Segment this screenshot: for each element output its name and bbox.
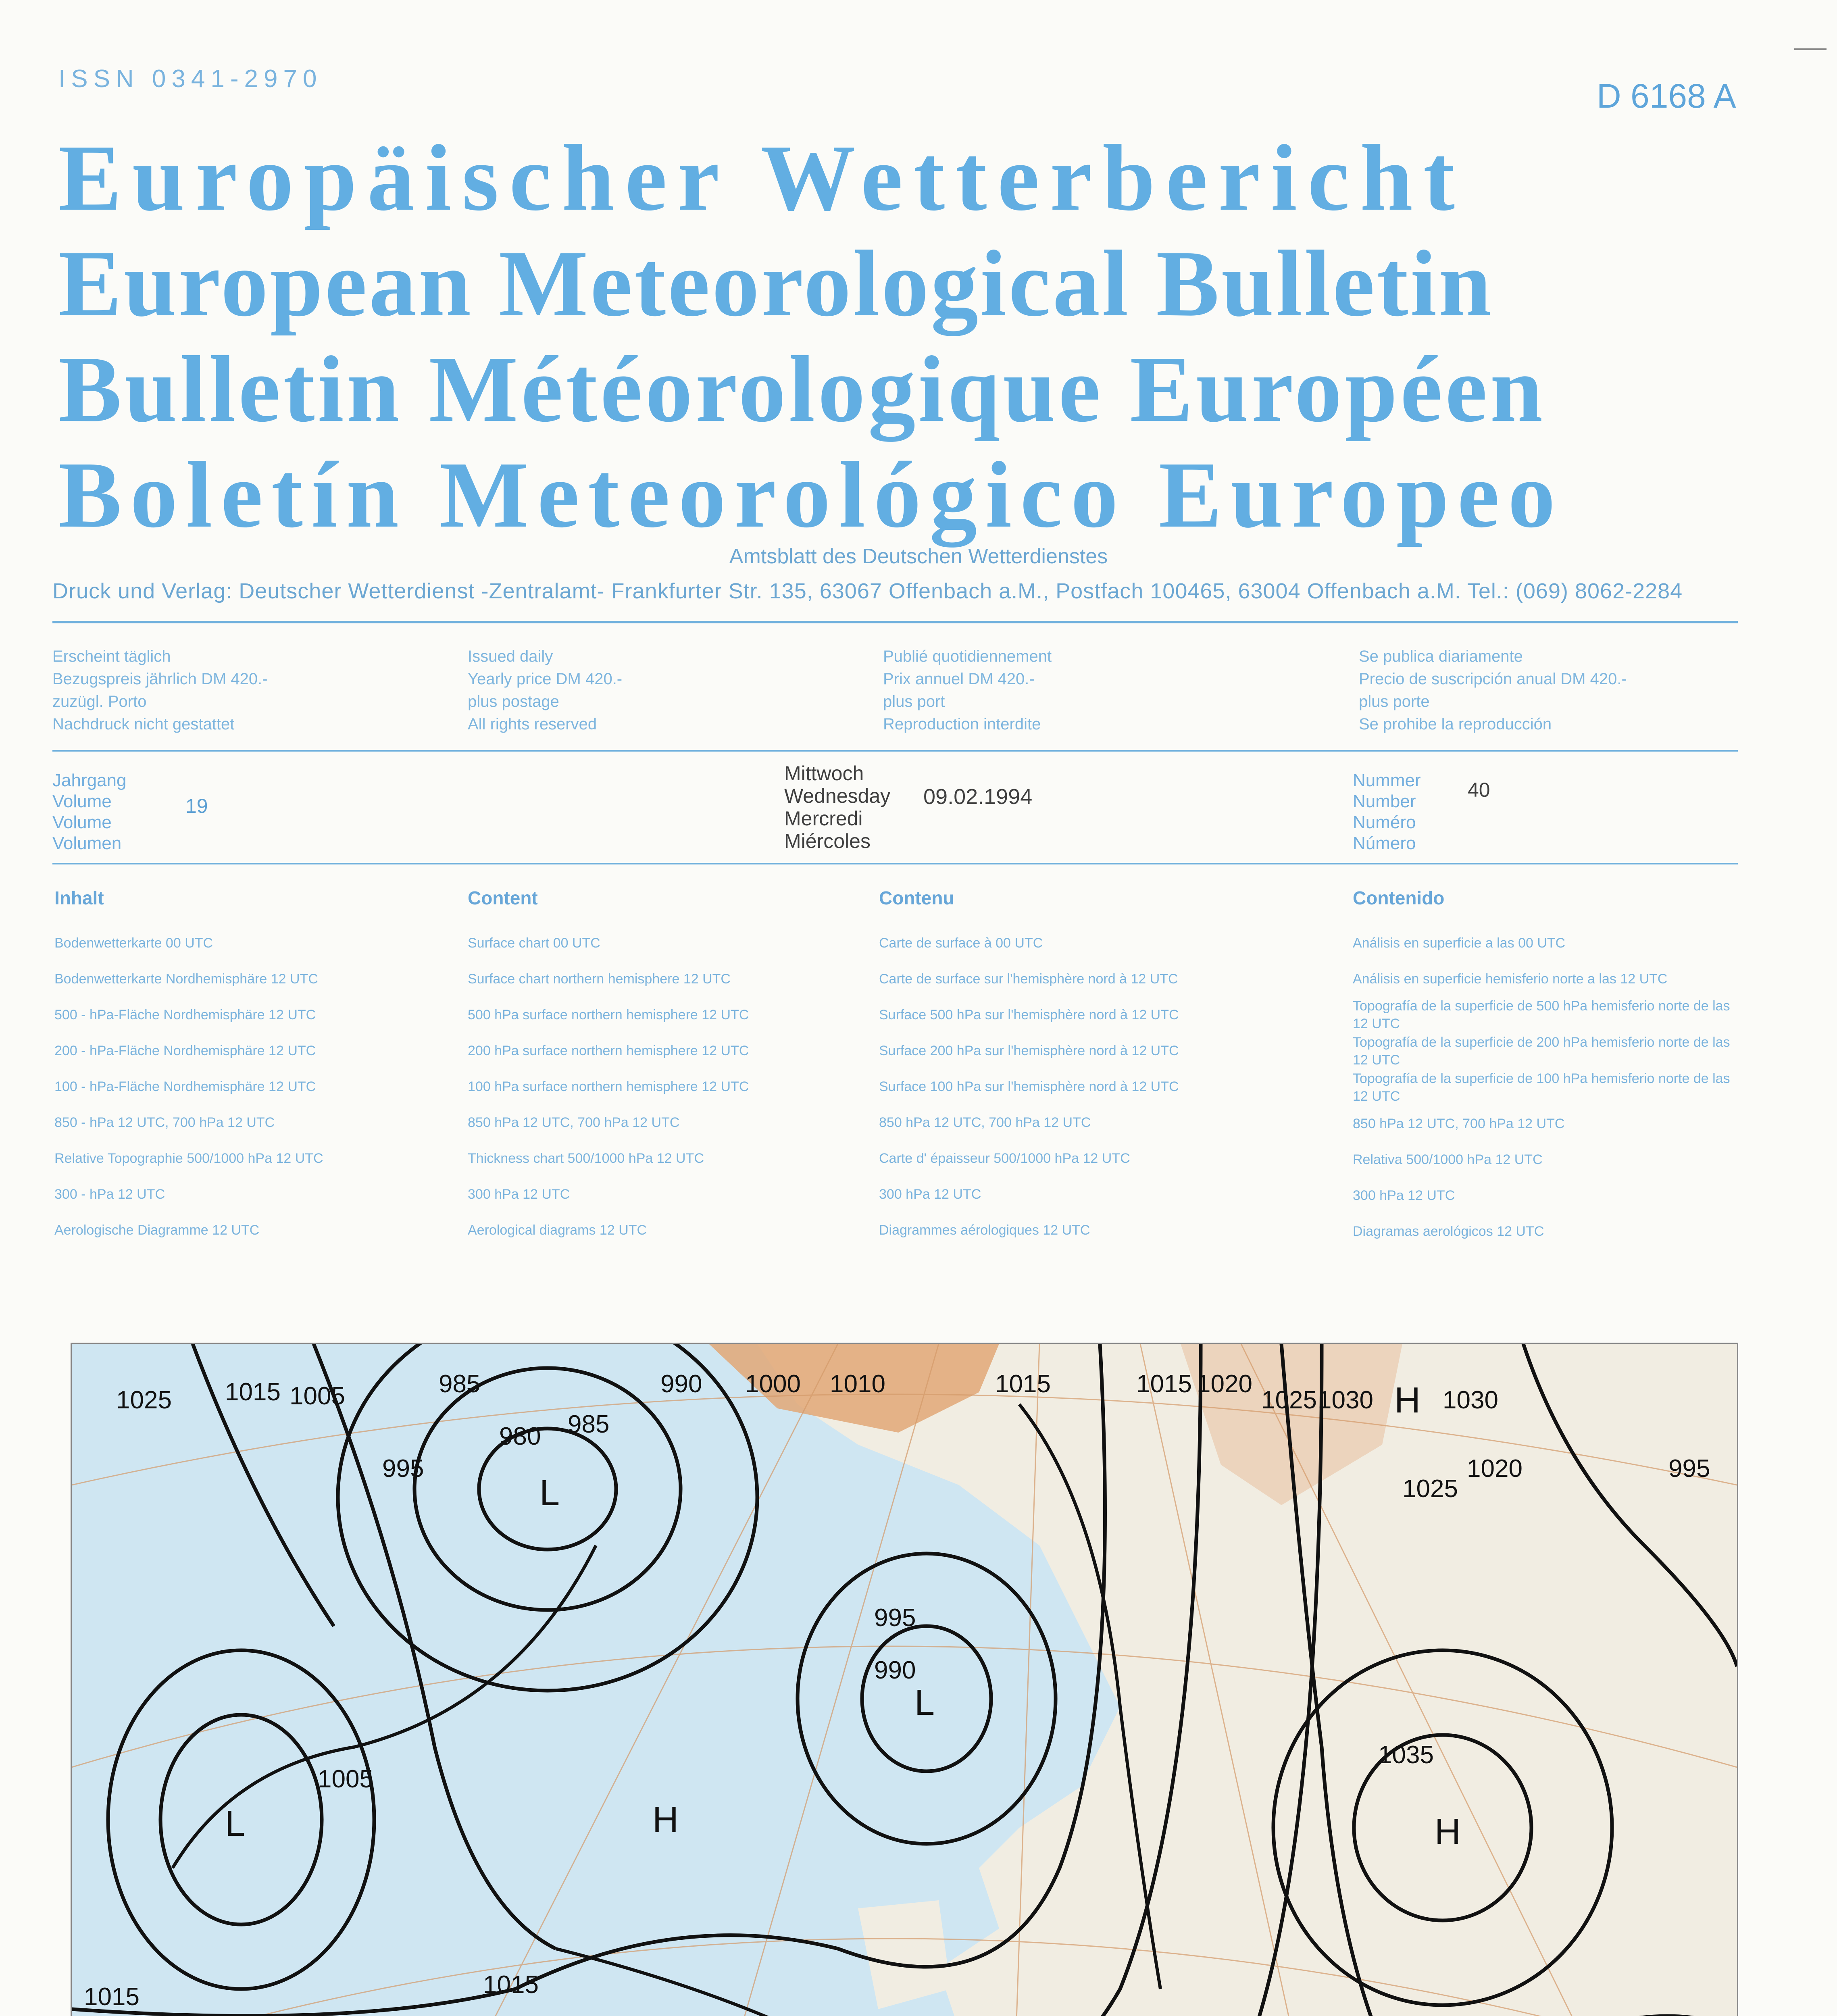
pub-info-line: plus porte	[1359, 693, 1430, 710]
weekday-label: Mittwoch	[784, 762, 864, 785]
contents-heading-de: Inhalt	[54, 887, 104, 908]
contents-list-es	[1353, 925, 1732, 1250]
contents-item: Análisis en superficie a las 00 UTC	[1353, 935, 1566, 951]
isobar-label: 995	[874, 1604, 916, 1632]
pub-info-line: Issued daily	[468, 648, 553, 665]
isobar-label: 1030	[1318, 1386, 1373, 1414]
pub-info-line: All rights reserved	[468, 715, 597, 733]
contents-item: Relativa 500/1000 hPa 12 UTC	[1353, 1152, 1543, 1167]
contents-item: Surface chart northern hemisphere 12 UTC	[468, 971, 731, 987]
issn: ISSN 0341-2970	[58, 65, 323, 93]
document-code: D 6168 A	[1597, 77, 1736, 115]
contents-item: 300 hPa 12 UTC	[468, 1187, 570, 1202]
british-isles	[858, 1900, 951, 2009]
pub-info-line: Yearly price DM 420.-	[468, 670, 623, 688]
crop-mark	[1794, 48, 1827, 50]
contents-item: Topografía de la superficie de 500 hPa hemisferio norte de las 12 UTC	[1353, 998, 1730, 1031]
high-center: H	[1394, 1380, 1420, 1420]
title-english: European Meteorological Bulletin	[58, 231, 1493, 336]
isobar-label: 995	[1668, 1455, 1710, 1483]
title-french: Bulletin Météorologique Européen	[58, 337, 1546, 442]
volume-label: Volumen	[52, 833, 122, 853]
contents-list-fr	[879, 925, 1179, 1248]
pub-info-line: plus postage	[468, 693, 559, 710]
land-masses	[677, 1344, 1737, 2016]
isobar-label: 990	[660, 1370, 702, 1398]
contents-heading-es: Contenido	[1353, 887, 1445, 908]
weekday-label: Mercredi	[784, 807, 863, 830]
isobar-label: 1005	[290, 1382, 345, 1410]
pub-info-line: Se publica diariamente	[1359, 648, 1523, 665]
isobar-label: 1015	[483, 1971, 539, 1999]
title-german: Europäischer Wetterbericht	[58, 125, 1466, 230]
contents-item: Topografía de la superficie de 200 hPa hemisferio norte de las 12 UTC	[1353, 1035, 1730, 1068]
contents-item: Bodenwetterkarte 00 UTC	[54, 935, 213, 951]
weekday-label: Wednesday	[784, 785, 891, 807]
isobar-label: 1015	[225, 1378, 281, 1406]
contents-item: 500 hPa surface northern hemisphere 12 UTC	[468, 1007, 749, 1023]
isobar-label: 985	[568, 1410, 610, 1438]
pub-info-line: Se prohibe la reproducción	[1359, 715, 1552, 733]
contents-list-en	[468, 925, 749, 1248]
title-block	[58, 125, 1752, 548]
isobar-label: 1010	[830, 1370, 885, 1398]
low-center: L	[225, 1804, 246, 1844]
number-labels	[1353, 770, 1421, 854]
divider	[52, 750, 1738, 752]
contents-item: Bodenwetterkarte Nordhemisphäre 12 UTC	[54, 971, 318, 987]
high-center: H	[652, 1799, 679, 1840]
pub-info-line: Prix annuel DM 420.-	[883, 670, 1035, 688]
low-center: L	[539, 1473, 560, 1513]
official-gazette-line: Amtsblatt des Deutschen Wetterdienstes	[729, 545, 1108, 568]
contents-item: Carte de surface à 00 UTC	[879, 935, 1043, 951]
title-spanish: Boletín Meteorológico Europeo	[58, 442, 1564, 547]
contents-heading-en: Content	[468, 887, 538, 908]
pub-info-line: Reproduction interdite	[883, 715, 1041, 733]
issue-number: 40	[1468, 779, 1490, 801]
contents-item: Relative Topographie 500/1000 hPa 12 UTC	[54, 1151, 323, 1166]
contents-item: 850 - hPa 12 UTC, 700 hPa 12 UTC	[54, 1115, 275, 1130]
contents-item: Carte de surface sur l'hemisphère nord à 12 UTC	[879, 971, 1178, 987]
isobar-label: 1025	[1402, 1475, 1458, 1503]
volume-label: Volume	[52, 812, 112, 832]
isobar-label: 1005	[318, 1765, 373, 1793]
number-label: Número	[1353, 833, 1416, 853]
pub-info-de	[52, 645, 268, 735]
map-svg	[72, 1344, 1737, 2016]
contents-item: 100 hPa surface northern hemisphere 12 UTC	[468, 1079, 749, 1094]
contents-item: Surface chart 00 UTC	[468, 935, 600, 951]
contents-item: 500 - hPa-Fläche Nordhemisphäre 12 UTC	[54, 1007, 316, 1023]
high-center: H	[1435, 1812, 1461, 1852]
pub-info-line: Nachdruck nicht gestattet	[52, 715, 235, 733]
contents-item: 300 hPa 12 UTC	[1353, 1188, 1455, 1203]
contents-item: 300 hPa 12 UTC	[879, 1187, 981, 1202]
contents-item: Aerologische Diagramme 12 UTC	[54, 1223, 260, 1238]
isobar-label: 1015	[995, 1370, 1051, 1398]
weekday-labels	[784, 762, 890, 852]
pub-info-line: zuzügl. Porto	[52, 693, 147, 710]
pub-info-en	[468, 645, 622, 735]
isobar-label: 990	[874, 1656, 916, 1684]
contents-item: Diagramas aerológicos 12 UTC	[1353, 1224, 1544, 1239]
contents-list-de	[54, 925, 323, 1248]
contents-item: Aerological diagrams 12 UTC	[468, 1223, 647, 1238]
isobar-label: 1000	[745, 1370, 801, 1398]
isobar-label: 1025	[1261, 1386, 1317, 1414]
volume-value: 19	[185, 795, 208, 817]
low-center: L	[914, 1683, 935, 1723]
weekday-label: Miércoles	[784, 830, 871, 852]
isobar-label: 995	[382, 1455, 424, 1483]
volume-label: Volume	[52, 791, 112, 811]
pub-info-line: plus port	[883, 693, 945, 710]
contents-item: Surface 500 hPa sur l'hemisphère nord à 12 UTC	[879, 1007, 1179, 1023]
contents-item: 850 hPa 12 UTC, 700 hPa 12 UTC	[879, 1115, 1091, 1130]
contents-item: Thickness chart 500/1000 hPa 12 UTC	[468, 1151, 704, 1166]
contents-heading-fr: Contenu	[879, 887, 954, 908]
pub-info-line: Erscheint täglich	[52, 648, 171, 665]
contents-item: 850 hPa 12 UTC, 700 hPa 12 UTC	[1353, 1116, 1565, 1131]
divider	[52, 621, 1738, 623]
contents-item: Surface 100 hPa sur l'hemisphère nord à 12 UTC	[879, 1079, 1179, 1094]
number-label: Nummer	[1353, 771, 1421, 790]
contents-item: Topografía de la superficie de 100 hPa hemisferio norte de las 12 UTC	[1353, 1071, 1730, 1104]
isobar-label: 1035	[1378, 1741, 1434, 1769]
isobar-label: 1015	[1136, 1370, 1192, 1398]
isobar-label: 1025	[116, 1386, 172, 1414]
issue-date: 09.02.1994	[923, 785, 1033, 809]
isobar-label: 1020	[1197, 1370, 1252, 1398]
surface-weather-map	[71, 1343, 1738, 2016]
volume-label: Jahrgang	[52, 771, 127, 790]
contents-item: Diagrammes aérologiques 12 UTC	[879, 1223, 1090, 1238]
pub-info-line: Bezugspreis jährlich DM 420.-	[52, 670, 268, 688]
pub-info-line: Publié quotidiennement	[883, 648, 1052, 665]
contents-item: 200 hPa surface northern hemisphere 12 UTC	[468, 1043, 749, 1058]
publisher-line: Druck und Verlag: Deutscher Wetterdienst -Zentralamt- Frankfurter Str. 135, 63067 Offenbach a.M., Postfach 100465, 63004 Offenbach a.M. Tel.: (069) 8062-2284	[52, 579, 1683, 603]
contents-item: Análisis en superficie hemisferio norte a las 12 UTC	[1353, 971, 1668, 987]
pub-info-line: Precio de suscripción anual DM 420.-	[1359, 670, 1627, 688]
isobar-label: 1015	[84, 1983, 140, 2011]
pub-info-fr	[883, 645, 1052, 735]
contents-item: 300 - hPa 12 UTC	[54, 1187, 165, 1202]
contents-item: Carte d' épaisseur 500/1000 hPa 12 UTC	[879, 1151, 1130, 1166]
contents-item: 850 hPa 12 UTC, 700 hPa 12 UTC	[468, 1115, 680, 1130]
isobar-label: 985	[439, 1370, 481, 1398]
pub-info-es	[1359, 645, 1627, 735]
isobar-label: 1020	[1467, 1455, 1523, 1483]
contents-item: 200 - hPa-Fläche Nordhemisphäre 12 UTC	[54, 1043, 316, 1058]
divider	[52, 863, 1738, 864]
isobar-label: 980	[499, 1422, 541, 1450]
isobar-label: 1030	[1443, 1386, 1498, 1414]
number-label: Numéro	[1353, 812, 1416, 832]
contents-item: Surface 200 hPa sur l'hemisphère nord à 12 UTC	[879, 1043, 1179, 1058]
number-label: Number	[1353, 791, 1416, 811]
contents-item: 100 - hPa-Fläche Nordhemisphäre 12 UTC	[54, 1079, 316, 1094]
volume-labels	[52, 770, 126, 854]
